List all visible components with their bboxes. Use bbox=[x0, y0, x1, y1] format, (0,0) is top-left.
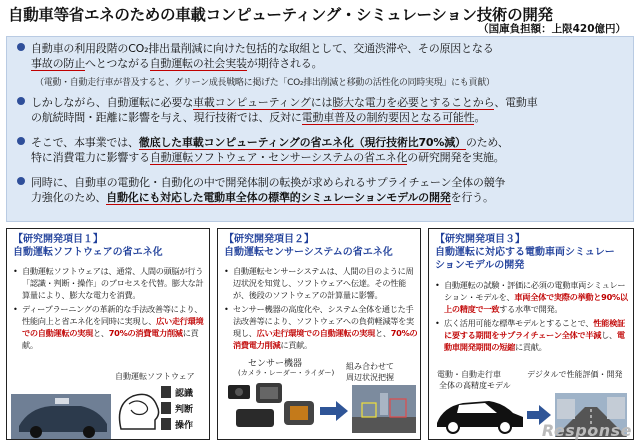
sensor-label: センサー機器 bbox=[248, 359, 303, 369]
model-label-1: 電動・自動走行車 bbox=[437, 370, 501, 379]
bullet-3-cont: 特に消費電力に影響する自動運転ソフトウェア・センサーシステムの省エネ化の研究開発を実施。 bbox=[31, 151, 505, 164]
summary-panel bbox=[6, 36, 634, 222]
card-title: 【研究開発項目１】 自動運転ソフトウェアの省エネ化 bbox=[13, 234, 163, 258]
bullet-dot bbox=[17, 43, 25, 51]
note-text: （電動・自動走行車が普及すると、グリーン成長戦略に掲げた「CO₂排出削減と移動の活性化の同時実現」にも貢献） bbox=[35, 78, 495, 88]
list-item: • 自動運転の試験・評価に必須の電動車両シミュレーション・モデルを、車両全体で実際の挙動と90%以上の精度で一致する水準で開発。 bbox=[435, 279, 629, 315]
combine-label-2: 周辺状況把握 bbox=[346, 373, 394, 382]
list-item: • ディープラーニングの革新的な手法改善等により、性能向上と省エネ化を同時に実現し、広い走行環境での自動運転の実現と、70%の消費電力削減に貢献。 bbox=[13, 303, 207, 351]
model-label-2: 全体の高精度モデル bbox=[439, 381, 511, 390]
card-body bbox=[13, 265, 207, 353]
radar-icon bbox=[256, 383, 282, 403]
bullet-dot bbox=[17, 137, 25, 145]
software-diagram-label: 自動運転ソフトウェア bbox=[115, 372, 195, 381]
list-item: • 自動運転センサーシステムは、人間の目のように周辺状況を知覚し、ソフトウェアへ伝達。その性能が、後段のソフトウェアの計算量に影響。 bbox=[224, 265, 418, 301]
card-title: 【研究開発項目３】 自動運転に対応する電動車両シミュレーションモデルの開発 bbox=[435, 234, 615, 271]
bullet-4: 同時に、自動車の電動化・自動化の中で開発体制の転換が求められるサプライチェーン全体の競争 bbox=[17, 175, 621, 190]
bullet-2-cont: の航続時間・距離に影響を与え、現行技術では、反対に電動車普及の制約要因となる可能性。 bbox=[31, 111, 486, 124]
brain-head-icon bbox=[120, 394, 159, 429]
combine-label-1: 組み合わせて bbox=[346, 362, 394, 371]
budget-note: （国庫負担額：上限420億円） bbox=[478, 23, 626, 35]
bullet-3: そこで、本事業では、徹底した車載コンピューティングの省エネ化（現行技術比70%減）のため、 bbox=[17, 135, 621, 150]
bullet-2: しかしながら、自動運転に必要な車載コンピューティングには膨大な電力を必要とすることから、電動車 bbox=[17, 95, 621, 110]
digital-eval-label: デジタルで性能評価・開発 bbox=[527, 370, 623, 379]
street-view-image bbox=[352, 385, 416, 433]
arrow-right-icon bbox=[320, 401, 348, 421]
response-watermark: Response bbox=[541, 421, 632, 440]
sensor-illustration bbox=[222, 379, 418, 439]
lidar-icon bbox=[284, 401, 314, 425]
step-operate: 操作 bbox=[175, 420, 194, 430]
bullet-1: 自動車の利用段階のCO₂排出量削減に向けた包括的な取組として、交通渋滞や、その原因となる bbox=[17, 41, 621, 56]
camera-icon bbox=[228, 385, 250, 399]
card-body bbox=[224, 265, 418, 353]
list-item: • センサー機器の高度化や、システム全体を通じた手法改善等により、ソフトウェアへの負荷軽減等を実現し、広い走行環境での自動運転の実現と、70%の消費電力削減に貢献。 bbox=[224, 303, 418, 351]
card-body bbox=[435, 279, 629, 355]
bullet-1-cont: 事故の防止へとつながる自動運転の社会実装が期待される。 bbox=[31, 57, 323, 70]
step-judge: 判断 bbox=[175, 404, 194, 414]
car-image bbox=[11, 394, 111, 439]
research-item-2-card bbox=[217, 228, 421, 440]
page-title: 自動車等省エネのための車載コンピューティング・シミュレーション技術の開発 bbox=[8, 6, 553, 24]
research-item-3-card bbox=[428, 228, 634, 440]
bullet-dot bbox=[17, 177, 25, 185]
car-with-brain-illustration bbox=[11, 384, 207, 439]
list-item: • 広く活用可能な標準モデルとすることで、性能検証に要する期間をサプライチェーン全体で半減し、電動車開発期間の短縮に貢献。 bbox=[435, 317, 629, 353]
sensor-sublabel: (カメラ・レーダー・ライダー) bbox=[238, 369, 335, 377]
research-item-1-card bbox=[6, 228, 210, 440]
car-silhouette-icon bbox=[437, 401, 523, 433]
bullet-4-cont: 力強化のため、自動化にも対応した電動車全体の標準的シミュレーションモデルの開発を行う。 bbox=[31, 191, 494, 204]
list-item: • 自動運転ソフトウェアは、通常、人間の頭脳が行う「認識・判断・操作」のプロセスを代替。膨大な計算量により、膨大な電力を消費。 bbox=[13, 265, 207, 301]
bullet-dot bbox=[17, 97, 25, 105]
step-recognize: 認識 bbox=[175, 388, 194, 398]
card-title: 【研究開発項目２】 自動運転センサーシステムの省エネ化 bbox=[224, 234, 393, 258]
